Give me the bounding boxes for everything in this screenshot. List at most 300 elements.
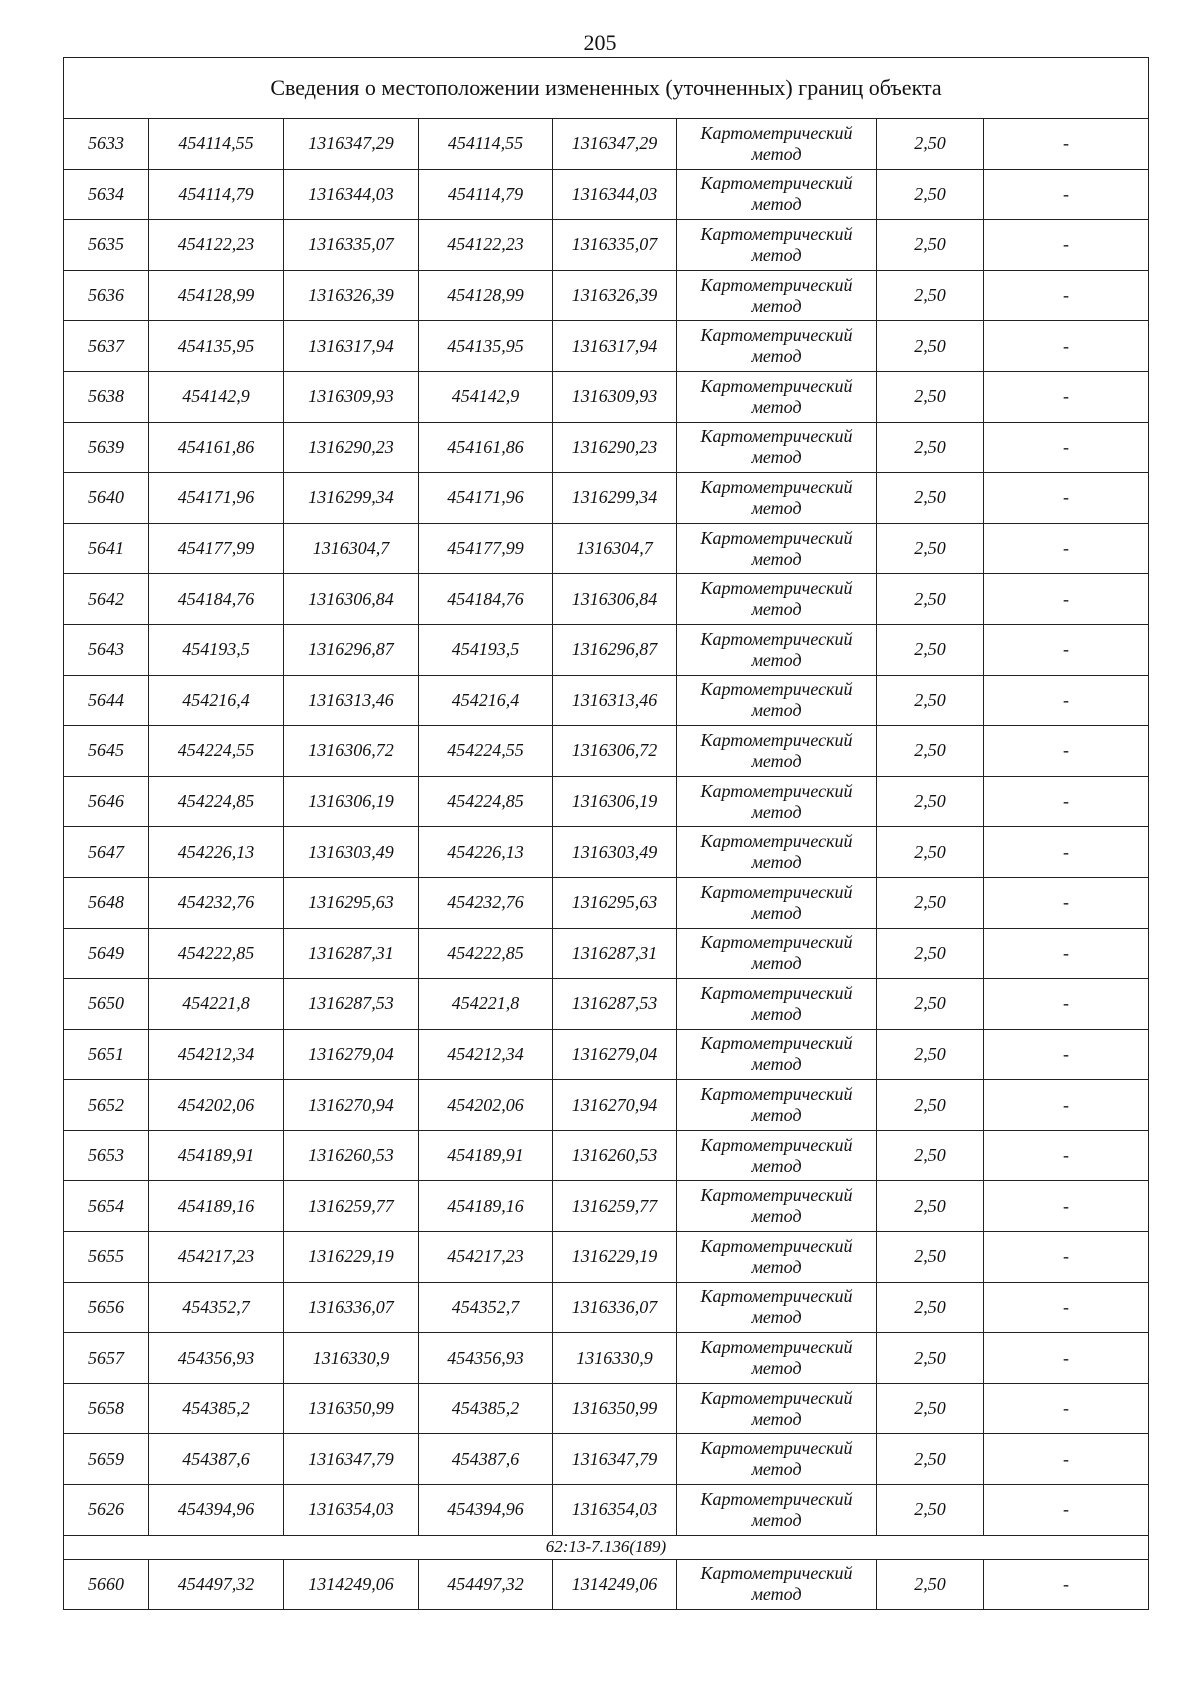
- y-existing-cell: 1316279,04: [284, 1029, 419, 1080]
- y-new-cell: 1316306,72: [553, 726, 677, 777]
- boundary-coordinates-table: [63, 57, 1149, 1610]
- table-row: [64, 726, 1149, 777]
- method-line-2: метод: [751, 447, 802, 468]
- method-cell: [677, 422, 877, 473]
- accuracy-cell: 2,50: [877, 776, 984, 827]
- method-line-2: метод: [751, 953, 802, 974]
- method-line-1: Картометрический: [700, 223, 853, 244]
- x-new-cell: 454497,32: [419, 1559, 553, 1610]
- x-existing-cell: 454128,99: [149, 270, 284, 321]
- accuracy-cell: 2,50: [877, 270, 984, 321]
- note-cell: -: [984, 321, 1149, 372]
- x-new-cell: 454171,96: [419, 473, 553, 524]
- method-line-2: метод: [751, 396, 802, 417]
- x-new-cell: 454221,8: [419, 979, 553, 1030]
- x-new-cell: 454217,23: [419, 1232, 553, 1283]
- y-new-cell: 1316326,39: [553, 270, 677, 321]
- point-number-cell: 5655: [64, 1232, 149, 1283]
- table-header-row: [64, 58, 1149, 119]
- method-line-1: Картометрический: [700, 881, 853, 902]
- method-cell: [677, 119, 877, 170]
- table-row: [64, 523, 1149, 574]
- method-line-1: Картометрический: [700, 173, 853, 194]
- x-new-cell: 454202,06: [419, 1080, 553, 1131]
- x-new-cell: 454387,6: [419, 1434, 553, 1485]
- table-row: [64, 1282, 1149, 1333]
- table-row: [64, 776, 1149, 827]
- point-number-cell: 5658: [64, 1383, 149, 1434]
- x-existing-cell: 454189,91: [149, 1130, 284, 1181]
- note-cell: -: [984, 1282, 1149, 1333]
- method-cell: [677, 1232, 877, 1283]
- point-number-cell: 5651: [64, 1029, 149, 1080]
- point-number-cell: 5647: [64, 827, 149, 878]
- x-new-cell: 454222,85: [419, 928, 553, 979]
- accuracy-cell: 2,50: [877, 877, 984, 928]
- method-line-1: Картометрический: [700, 1438, 853, 1459]
- y-new-cell: 1316304,7: [553, 523, 677, 574]
- x-new-cell: 454224,55: [419, 726, 553, 777]
- x-existing-cell: 454385,2: [149, 1383, 284, 1434]
- x-new-cell: 454189,91: [419, 1130, 553, 1181]
- x-new-cell: 454184,76: [419, 574, 553, 625]
- y-new-cell: 1316260,53: [553, 1130, 677, 1181]
- method-cell: [677, 220, 877, 271]
- x-new-cell: 454232,76: [419, 877, 553, 928]
- x-existing-cell: 454202,06: [149, 1080, 284, 1131]
- method-line-2: метод: [751, 599, 802, 620]
- method-line-1: Картометрический: [700, 1387, 853, 1408]
- section-row: [64, 1535, 1149, 1559]
- note-cell: -: [984, 1485, 1149, 1536]
- y-existing-cell: 1316347,29: [284, 119, 419, 170]
- method-line-1: Картометрический: [700, 1235, 853, 1256]
- accuracy-cell: 2,50: [877, 473, 984, 524]
- note-cell: -: [984, 624, 1149, 675]
- y-new-cell: 1316309,93: [553, 371, 677, 422]
- accuracy-cell: 2,50: [877, 523, 984, 574]
- method-line-2: метод: [751, 1206, 802, 1227]
- table-row: [64, 877, 1149, 928]
- y-existing-cell: 1316270,94: [284, 1080, 419, 1131]
- accuracy-cell: 2,50: [877, 1029, 984, 1080]
- x-existing-cell: 454224,55: [149, 726, 284, 777]
- y-existing-cell: 1314249,06: [284, 1559, 419, 1610]
- x-existing-cell: 454222,85: [149, 928, 284, 979]
- method-line-1: Картометрический: [700, 780, 853, 801]
- method-line-2: метод: [751, 1584, 802, 1605]
- method-line-1: Картометрический: [700, 426, 853, 447]
- method-line-2: метод: [751, 1105, 802, 1126]
- x-existing-cell: 454497,32: [149, 1559, 284, 1610]
- y-existing-cell: 1316306,72: [284, 726, 419, 777]
- y-existing-cell: 1316306,19: [284, 776, 419, 827]
- note-cell: -: [984, 1080, 1149, 1131]
- accuracy-cell: 2,50: [877, 928, 984, 979]
- method-line-1: Картометрический: [700, 1134, 853, 1155]
- method-cell: [677, 1559, 877, 1610]
- point-number-cell: 5642: [64, 574, 149, 625]
- method-cell: [677, 1485, 877, 1536]
- x-existing-cell: 454356,93: [149, 1333, 284, 1384]
- method-line-1: Картометрический: [700, 527, 853, 548]
- y-existing-cell: 1316313,46: [284, 675, 419, 726]
- x-new-cell: 454352,7: [419, 1282, 553, 1333]
- table-row: [64, 979, 1149, 1030]
- point-number-cell: 5654: [64, 1181, 149, 1232]
- y-existing-cell: 1316303,49: [284, 827, 419, 878]
- table-row: [64, 220, 1149, 271]
- note-cell: -: [984, 1181, 1149, 1232]
- y-existing-cell: 1316344,03: [284, 169, 419, 220]
- y-existing-cell: 1316229,19: [284, 1232, 419, 1283]
- x-new-cell: 454224,85: [419, 776, 553, 827]
- method-cell: [677, 321, 877, 372]
- x-new-cell: 454177,99: [419, 523, 553, 574]
- method-line-1: Картометрический: [700, 476, 853, 497]
- method-line-2: метод: [751, 346, 802, 367]
- y-new-cell: 1316306,84: [553, 574, 677, 625]
- table-row: [64, 1181, 1149, 1232]
- y-existing-cell: 1316287,53: [284, 979, 419, 1030]
- table-row: [64, 1080, 1149, 1131]
- method-cell: [677, 574, 877, 625]
- y-existing-cell: 1316330,9: [284, 1333, 419, 1384]
- point-number-cell: 5659: [64, 1434, 149, 1485]
- method-line-1: Картометрический: [700, 1563, 853, 1584]
- x-existing-cell: 454232,76: [149, 877, 284, 928]
- x-new-cell: 454114,55: [419, 119, 553, 170]
- accuracy-cell: 2,50: [877, 1282, 984, 1333]
- point-number-cell: 5648: [64, 877, 149, 928]
- y-existing-cell: 1316309,93: [284, 371, 419, 422]
- point-number-cell: 5657: [64, 1333, 149, 1384]
- method-cell: [677, 877, 877, 928]
- method-line-1: Картометрический: [700, 1286, 853, 1307]
- method-cell: [677, 1130, 877, 1181]
- x-new-cell: 454128,99: [419, 270, 553, 321]
- accuracy-cell: 2,50: [877, 827, 984, 878]
- y-new-cell: 1316347,79: [553, 1434, 677, 1485]
- table-row: [64, 321, 1149, 372]
- accuracy-cell: 2,50: [877, 1130, 984, 1181]
- method-line-2: метод: [751, 1509, 802, 1530]
- table-row: [64, 1434, 1149, 1485]
- y-new-cell: 1316303,49: [553, 827, 677, 878]
- x-existing-cell: 454177,99: [149, 523, 284, 574]
- x-existing-cell: 454114,55: [149, 119, 284, 170]
- x-existing-cell: 454122,23: [149, 220, 284, 271]
- point-number-cell: 5636: [64, 270, 149, 321]
- method-cell: [677, 523, 877, 574]
- method-line-2: метод: [751, 1256, 802, 1277]
- method-line-2: метод: [751, 548, 802, 569]
- y-new-cell: 1316295,63: [553, 877, 677, 928]
- y-existing-cell: 1316304,7: [284, 523, 419, 574]
- y-new-cell: 1316259,77: [553, 1181, 677, 1232]
- y-existing-cell: 1316295,63: [284, 877, 419, 928]
- method-line-1: Картометрический: [700, 1185, 853, 1206]
- accuracy-cell: 2,50: [877, 1485, 984, 1536]
- y-new-cell: 1316317,94: [553, 321, 677, 372]
- point-number-cell: 5646: [64, 776, 149, 827]
- x-existing-cell: 454114,79: [149, 169, 284, 220]
- method-line-1: Картометрический: [700, 1488, 853, 1509]
- table-row: [64, 827, 1149, 878]
- page-number: 205: [583, 30, 617, 55]
- method-line-2: метод: [751, 1307, 802, 1328]
- x-existing-cell: 454394,96: [149, 1485, 284, 1536]
- method-cell: [677, 270, 877, 321]
- x-existing-cell: 454184,76: [149, 574, 284, 625]
- accuracy-cell: 2,50: [877, 726, 984, 777]
- x-existing-cell: 454216,4: [149, 675, 284, 726]
- method-line-2: метод: [751, 497, 802, 518]
- point-number-cell: 5660: [64, 1559, 149, 1610]
- y-existing-cell: 1316306,84: [284, 574, 419, 625]
- y-existing-cell: 1316317,94: [284, 321, 419, 372]
- table-row: [64, 169, 1149, 220]
- accuracy-cell: 2,50: [877, 1434, 984, 1485]
- point-number-cell: 5638: [64, 371, 149, 422]
- accuracy-cell: 2,50: [877, 574, 984, 625]
- x-new-cell: 454189,16: [419, 1181, 553, 1232]
- method-line-2: метод: [751, 1003, 802, 1024]
- table-row: [64, 1029, 1149, 1080]
- method-line-2: метод: [751, 244, 802, 265]
- method-line-1: Картометрический: [700, 274, 853, 295]
- point-number-cell: 5652: [64, 1080, 149, 1131]
- accuracy-cell: 2,50: [877, 1181, 984, 1232]
- note-cell: -: [984, 1434, 1149, 1485]
- note-cell: -: [984, 220, 1149, 271]
- method-cell: [677, 776, 877, 827]
- accuracy-cell: 2,50: [877, 675, 984, 726]
- method-cell: [677, 827, 877, 878]
- y-new-cell: 1316229,19: [553, 1232, 677, 1283]
- method-line-2: метод: [751, 194, 802, 215]
- note-cell: -: [984, 928, 1149, 979]
- note-cell: -: [984, 827, 1149, 878]
- method-cell: [677, 1333, 877, 1384]
- method-line-2: метод: [751, 649, 802, 670]
- method-line-2: метод: [751, 1358, 802, 1379]
- note-cell: -: [984, 1130, 1149, 1181]
- method-line-1: Картометрический: [700, 982, 853, 1003]
- x-existing-cell: 454387,6: [149, 1434, 284, 1485]
- y-existing-cell: 1316347,79: [284, 1434, 419, 1485]
- y-new-cell: 1314249,06: [553, 1559, 677, 1610]
- method-cell: [677, 675, 877, 726]
- method-line-1: Картометрический: [700, 831, 853, 852]
- y-existing-cell: 1316260,53: [284, 1130, 419, 1181]
- method-line-1: Картометрический: [700, 679, 853, 700]
- y-existing-cell: 1316296,87: [284, 624, 419, 675]
- y-new-cell: 1316287,31: [553, 928, 677, 979]
- method-cell: [677, 1181, 877, 1232]
- method-line-1: Картометрический: [700, 375, 853, 396]
- y-new-cell: 1316270,94: [553, 1080, 677, 1131]
- method-line-1: Картометрический: [700, 932, 853, 953]
- y-existing-cell: 1316326,39: [284, 270, 419, 321]
- x-new-cell: 454385,2: [419, 1383, 553, 1434]
- table-row: [64, 473, 1149, 524]
- note-cell: -: [984, 371, 1149, 422]
- table-row: [64, 675, 1149, 726]
- note-cell: -: [984, 1232, 1149, 1283]
- method-line-2: метод: [751, 1459, 802, 1480]
- table-row: [64, 1383, 1149, 1434]
- point-number-cell: 5641: [64, 523, 149, 574]
- x-new-cell: 454216,4: [419, 675, 553, 726]
- y-existing-cell: 1316350,99: [284, 1383, 419, 1434]
- table-title: Сведения о местоположении измененных (уточненных) границ объекта: [64, 58, 1149, 119]
- accuracy-cell: 2,50: [877, 1333, 984, 1384]
- x-existing-cell: 454352,7: [149, 1282, 284, 1333]
- method-line-1: Картометрический: [700, 729, 853, 750]
- note-cell: -: [984, 473, 1149, 524]
- y-new-cell: 1316306,19: [553, 776, 677, 827]
- y-existing-cell: 1316290,23: [284, 422, 419, 473]
- y-new-cell: 1316350,99: [553, 1383, 677, 1434]
- y-existing-cell: 1316299,34: [284, 473, 419, 524]
- point-number-cell: 5626: [64, 1485, 149, 1536]
- accuracy-cell: 2,50: [877, 119, 984, 170]
- method-line-2: метод: [751, 143, 802, 164]
- method-cell: [677, 1282, 877, 1333]
- method-cell: [677, 726, 877, 777]
- method-line-2: метод: [751, 801, 802, 822]
- method-cell: [677, 169, 877, 220]
- method-cell: [677, 371, 877, 422]
- method-cell: [677, 473, 877, 524]
- y-new-cell: 1316330,9: [553, 1333, 677, 1384]
- y-existing-cell: 1316354,03: [284, 1485, 419, 1536]
- method-line-2: метод: [751, 295, 802, 316]
- y-existing-cell: 1316259,77: [284, 1181, 419, 1232]
- accuracy-cell: 2,50: [877, 979, 984, 1030]
- method-line-2: метод: [751, 1408, 802, 1429]
- accuracy-cell: 2,50: [877, 371, 984, 422]
- point-number-cell: 5634: [64, 169, 149, 220]
- method-line-2: метод: [751, 1155, 802, 1176]
- x-new-cell: 454135,95: [419, 321, 553, 372]
- table-row: [64, 1333, 1149, 1384]
- note-cell: -: [984, 422, 1149, 473]
- y-new-cell: 1316335,07: [553, 220, 677, 271]
- table-row: [64, 574, 1149, 625]
- accuracy-cell: 2,50: [877, 1080, 984, 1131]
- x-existing-cell: 454189,16: [149, 1181, 284, 1232]
- x-existing-cell: 454221,8: [149, 979, 284, 1030]
- y-new-cell: 1316313,46: [553, 675, 677, 726]
- table-row: [64, 1485, 1149, 1536]
- method-cell: [677, 1029, 877, 1080]
- table-row: [64, 371, 1149, 422]
- table-row: [64, 1232, 1149, 1283]
- point-number-cell: 5645: [64, 726, 149, 777]
- y-new-cell: 1316287,53: [553, 979, 677, 1030]
- x-existing-cell: 454212,34: [149, 1029, 284, 1080]
- point-number-cell: 5650: [64, 979, 149, 1030]
- table-row: [64, 624, 1149, 675]
- y-existing-cell: 1316287,31: [284, 928, 419, 979]
- note-cell: -: [984, 574, 1149, 625]
- accuracy-cell: 2,50: [877, 1559, 984, 1610]
- y-new-cell: 1316344,03: [553, 169, 677, 220]
- accuracy-cell: 2,50: [877, 624, 984, 675]
- method-cell: [677, 1434, 877, 1485]
- table-row: [64, 928, 1149, 979]
- note-cell: -: [984, 877, 1149, 928]
- x-new-cell: 454394,96: [419, 1485, 553, 1536]
- method-cell: [677, 624, 877, 675]
- note-cell: -: [984, 726, 1149, 777]
- y-new-cell: 1316279,04: [553, 1029, 677, 1080]
- note-cell: -: [984, 1559, 1149, 1610]
- accuracy-cell: 2,50: [877, 220, 984, 271]
- x-new-cell: 454114,79: [419, 169, 553, 220]
- note-cell: -: [984, 1333, 1149, 1384]
- y-new-cell: 1316290,23: [553, 422, 677, 473]
- y-new-cell: 1316296,87: [553, 624, 677, 675]
- x-existing-cell: 454226,13: [149, 827, 284, 878]
- table-row: [64, 1559, 1149, 1610]
- method-line-1: Картометрический: [700, 1084, 853, 1105]
- accuracy-cell: 2,50: [877, 321, 984, 372]
- accuracy-cell: 2,50: [877, 169, 984, 220]
- method-line-1: Картометрический: [700, 628, 853, 649]
- note-cell: -: [984, 776, 1149, 827]
- x-existing-cell: 454142,9: [149, 371, 284, 422]
- x-new-cell: 454226,13: [419, 827, 553, 878]
- method-line-1: Картометрический: [700, 325, 853, 346]
- x-new-cell: 454142,9: [419, 371, 553, 422]
- method-cell: [677, 979, 877, 1030]
- table-row: [64, 1130, 1149, 1181]
- point-number-cell: 5637: [64, 321, 149, 372]
- method-line-2: метод: [751, 750, 802, 771]
- y-new-cell: 1316347,29: [553, 119, 677, 170]
- note-cell: -: [984, 169, 1149, 220]
- method-line-1: Картометрический: [700, 578, 853, 599]
- accuracy-cell: 2,50: [877, 1383, 984, 1434]
- note-cell: -: [984, 1383, 1149, 1434]
- method-line-1: Картометрический: [700, 1337, 853, 1358]
- x-new-cell: 454356,93: [419, 1333, 553, 1384]
- method-line-2: метод: [751, 700, 802, 721]
- y-existing-cell: 1316336,07: [284, 1282, 419, 1333]
- table-row: [64, 119, 1149, 170]
- point-number-cell: 5649: [64, 928, 149, 979]
- x-existing-cell: 454217,23: [149, 1232, 284, 1283]
- x-existing-cell: 454171,96: [149, 473, 284, 524]
- point-number-cell: 5633: [64, 119, 149, 170]
- x-existing-cell: 454224,85: [149, 776, 284, 827]
- note-cell: -: [984, 1029, 1149, 1080]
- note-cell: -: [984, 119, 1149, 170]
- y-new-cell: 1316299,34: [553, 473, 677, 524]
- note-cell: -: [984, 675, 1149, 726]
- x-new-cell: 454161,86: [419, 422, 553, 473]
- point-number-cell: 5635: [64, 220, 149, 271]
- note-cell: -: [984, 523, 1149, 574]
- x-existing-cell: 454193,5: [149, 624, 284, 675]
- x-existing-cell: 454135,95: [149, 321, 284, 372]
- method-cell: [677, 1383, 877, 1434]
- point-number-cell: 5639: [64, 422, 149, 473]
- point-number-cell: 5643: [64, 624, 149, 675]
